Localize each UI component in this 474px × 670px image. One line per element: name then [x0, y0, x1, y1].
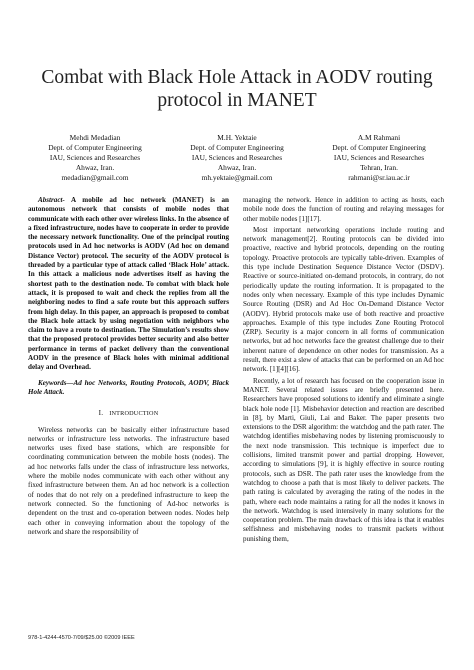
- body-paragraph-1: managing the network. Hence in addition to acting as hosts, each mobile node does the function of routing and relaying messages for other mobile nodes [1][17].: [243, 196, 444, 223]
- author-email: mh.yektaie@gmail.com: [201, 173, 273, 182]
- intro-paragraph-1: Wireless networks can be basically either infrastructure based networks or infrastructure less networks. The infrastructure based networks uses fixed base stations, which are responsible for coordinating communication between the mobile hosts (nodes). The ad hoc networks falls under the class of infrastructure less networks, where the mobile nodes communicate with each other without any fixed infrastructure between them. An ad hoc network is a collection of nodes that do not rely on a predefined infrastructure to keep the network connected. So the functioning of Ad-hoc networks is dependent on the trust and co-operation between nodes. Nodes help each other in conveying information about the topology of the network and share the responsibility of: [28, 425, 229, 536]
- abstract: [28, 196, 229, 373]
- abstract-label: Abstract-: [38, 196, 65, 204]
- author-3: [310, 133, 448, 183]
- author-dept: Dept. of Computer Engineering: [190, 143, 284, 152]
- section-number: I.: [98, 409, 104, 418]
- author-dept: Dept. of Computer Engineering: [332, 143, 426, 152]
- copyright-footer: 978-1-4244-4570-7/09/$25.00 ©2009 IEEE: [28, 635, 135, 641]
- author-city: Ahwaz, Iran.: [75, 163, 115, 172]
- author-dept: Dept. of Computer Engineering: [48, 143, 142, 152]
- author-inst: IAU, Sciences and Researches: [191, 153, 283, 162]
- paper-title: Combat with Black Hole Attack in AODV routing protocol in MANET: [41, 67, 433, 111]
- author-email: medadian@gmail.com: [61, 173, 129, 182]
- author-block: [26, 133, 448, 183]
- author-inst: IAU, Sciences and Researches: [333, 153, 425, 162]
- author-city: Tehran, Iran.: [360, 163, 398, 172]
- author-2: [168, 133, 306, 183]
- author-city: Ahwaz, Iran.: [217, 163, 257, 172]
- author-name: M.H. Yektaie: [217, 133, 257, 142]
- section-heading: [28, 409, 229, 418]
- right-column: [243, 196, 444, 544]
- keywords: Keywords—Ad hoc Networks, Routing Protocols, AODV, Black Hole Attack.: [28, 378, 229, 396]
- abstract-text: A mobile ad hoc network (MANET) is an autonomous network that consists of mobile nodes that communicate with each other over wireless links. In the absence of a fixed infrastructure, nodes have to cooperate in order to provide the necessary network functionality. One of the principal routing protocols used in Ad hoc networks is AODV (Ad hoc on demand Distance Vector) protocol. The security of the AODV protocol is threaded by a particular type of attack called ‘Black Hole’ attack. In this attack a malicious node advertises itself as having the shortest path to the destination node. To combat with black hole attack, it is proposed to wait and check the replies from all the neighboring nodes to find a safe route but this approach suffers from high delay. In this paper, an approach is proposed to combat the Black hole attack by using negotiation with neighbors who claim to have a route to destination. The Simulation’s results show that the proposed protocol provides better security and also better performance in terms of packet delivery than the conventional AODV in the presence of Black holes with minimal additional delay and Overhead.: [28, 196, 229, 372]
- author-1: [26, 133, 164, 183]
- author-name: A.M Rahmani: [357, 133, 401, 142]
- section-title: INTRODUCTION: [109, 410, 159, 418]
- body-paragraph-3: Recently, a lot of research has focused on the cooperation issue in MANET. Several related issues are briefly presented here. Researchers have proposed solutions to identify and eliminate a single black hole node [1]. Misbehavior detection and reaction are described in [8], by Marti, Giuli, Lai and Baker. The paper presents two extensions to the DSR algorithm: the watchdog and the path rater. The watchdog identifies misbehaving nodes by listening promiscuously to the next node transmission. This technique is imperfect due to collisions, limited transmit power and partial dropping. However, according to simulations [9], it is highly effective in source routing protocols, such as DSR. The path rater uses the knowledge from the watchdog to choose a path that is most likely to deliver packets. The path rating is calculated by averaging the rating of the nodes in the path, where each node maintains a rating for all the nodes it knows in the network. Watchdog is used intensively in many solutions for the cooperation problem. The main drawback of this idea is that it enables selfishness and misbehaving nodes to transmit packets without punishing them,: [243, 376, 444, 543]
- author-email: rahmani@sr.iau.ac.ir: [348, 173, 410, 182]
- left-column: [28, 196, 229, 537]
- author-inst: IAU, Sciences and Researches: [49, 153, 141, 162]
- author-name: Mehdi Medadian: [69, 133, 121, 142]
- body-paragraph-2: Most important networking operations include routing and network management[2]. Routing protocols can be divided into proactive, reactive and hybrid protocols, depending on the routing topology. Proactive protocols are typically table-driven. Examples of this type include Destination Sequence Distance Vector (DSDV). Reactive or source-initiated on-demand protocols, in contrary, do not periodically update the routing information. It is propagated to the nodes only when necessary. Example of this type includes Dynamic Source Routing (DSR) and Ad Hoc On-Demand Distance Vector (AODV). Hybrid protocols make use of both reactive and proactive approaches. Example of this type includes Zone Routing Protocol (ZRP). Security is a major concern in all forms of communication networks, but ad hoc networks face the greatest challenge due to their inherent nature of dependence on other nodes for transmission. As a result, there exist a slew of attacks that can be performed on an Ad hoc network. [1][4][16].: [243, 225, 444, 374]
